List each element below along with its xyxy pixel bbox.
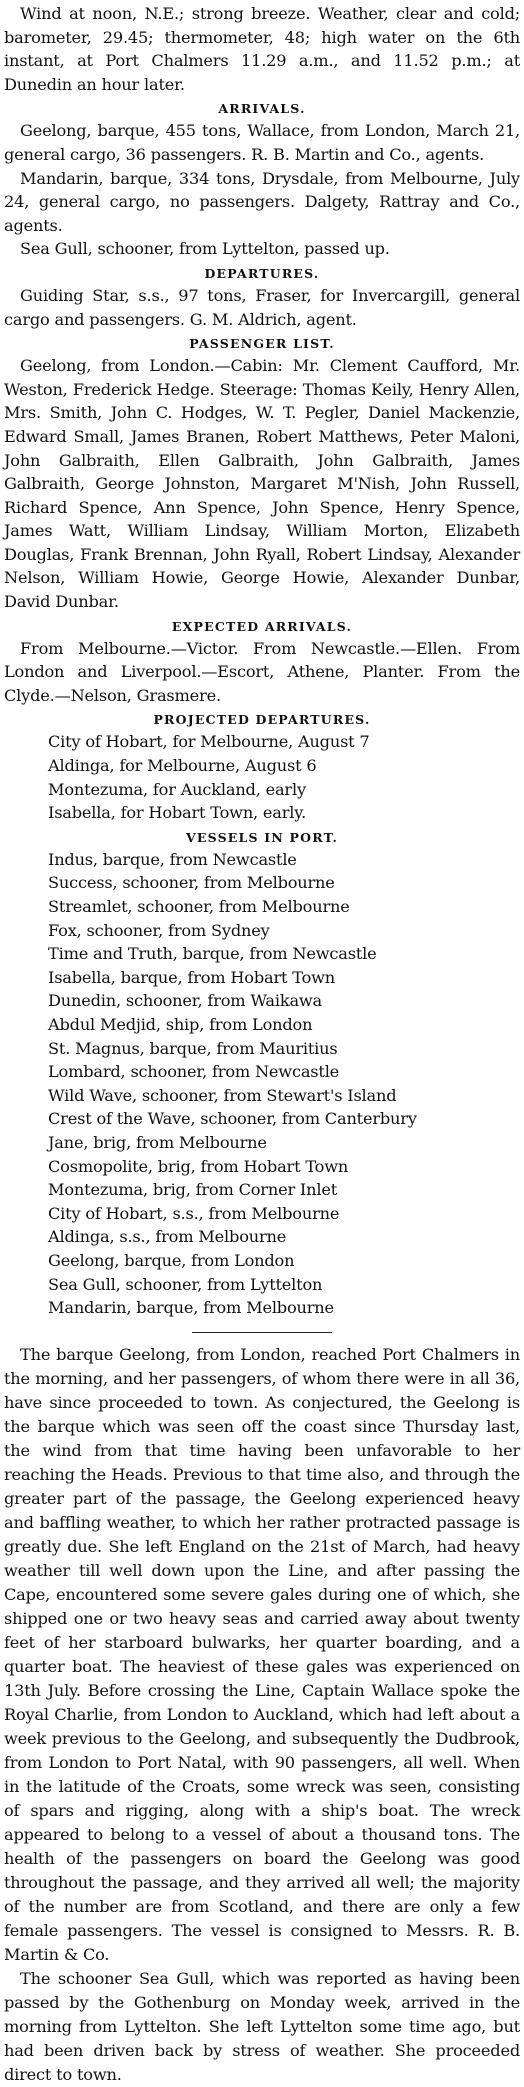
- expected-arrivals-text: From Melbourne.—Victor. From Newcastle.—Ellen. From London and Liverpool.—Escort, Athene, Planter. From the Clyde.—Nelson, Grasmere.: [4, 638, 520, 705]
- arrival-entry: Sea Gull, schooner, from Lyttelton, passed up.: [20, 239, 390, 259]
- list-item: Montezuma, for Auckland, early: [48, 779, 306, 799]
- weather-report: Wind at noon, N.E.; strong breeze. Weather, clear and cold; barometer, 29.45; thermometer, 48; high water on the 6th instant, at Port Chalmers 11.29 a.m., and 11.52 p.m.; at Dunedin an hour later.: [4, 4, 520, 94]
- section-divider: [192, 1332, 332, 1333]
- expected-arrivals-heading: EXPECTED ARRIVALS.: [171, 618, 353, 634]
- passenger-list-text: Geelong, from London.—Cabin: Mr. Clement Caufford, Mr. Weston, Frederick Hedge. Steerage: Thomas Keily, Henry Allen, Mrs. Smith, John C. Hodges, W. T. Pegler, Daniel Mackenzie, Edward Small, James Branen, Robert Matthews, Peter Maloni, John Galbraith, Ellen Galbraith, John Galbraith, James Galbraith, George Johnston, Margaret M'Nish, John Russell, Richard Spence, Ann Spence, John Spence, Henry Spence, James Watt, William Lindsay, William Morton, Elizabeth Douglas, Frank Brennan, John Ryall, Robert Lindsay, Alexander Nelson, William Howie, George Howie, Alexander Dunbar, David Dunbar.: [4, 356, 520, 612]
- list-item: Indus, barque, from Newcastle: [48, 849, 297, 869]
- vessels-in-port-heading: VESSELS IN PORT.: [185, 829, 339, 845]
- arrivals-section: [4, 119, 520, 261]
- list-item: Fox, schooner, from Sydney: [48, 920, 270, 940]
- arrival-entry: Mandarin, barque, 334 tons, Drysdale, from Melbourne, July 24, general cargo, no passengers. Dalgety, Rattray and Co., agents.: [4, 168, 520, 235]
- shipping-column: [4, 2, 520, 2087]
- arrivals-heading: ARRIVALS.: [218, 101, 306, 117]
- list-item: Lombard, schooner, from Newcastle: [48, 1062, 340, 1082]
- list-item: St. Magnus, barque, from Mauritius: [48, 1038, 338, 1058]
- list-item: Crest of the Wave, schooner, from Canterbury: [48, 1109, 417, 1129]
- list-item: City of Hobart, s.s., from Melbourne: [48, 1203, 340, 1223]
- departure-entry: Guiding Star, s.s., 97 tons, Fraser, for Invercargill, general cargo and passengers. G. M. Aldrich, agent.: [4, 285, 520, 329]
- arrival-entry: Geelong, barque, 455 tons, Wallace, from London, March 21, general cargo, 36 passengers. R. B. Martin and Co., agents.: [4, 121, 520, 164]
- list-item: Cosmopolite, brig, from Hobart Town: [48, 1156, 349, 1176]
- list-item: Wild Wave, schooner, from Stewart's Island: [48, 1085, 397, 1105]
- list-item: Aldinga, for Melbourne, August 6: [48, 756, 317, 776]
- list-item: Jane, brig, from Melbourne: [48, 1132, 267, 1152]
- projected-departures-heading: PROJECTED DEPARTURES.: [153, 712, 371, 728]
- article-paragraph: The schooner Sea Gull, which was reported as having been passed by the Gothenburg on Monday week, arrived in the morning from Lyttelton. She left Lyttelton some time ago, but had been driven back by stress of weather. She proceeded direct to town.: [4, 1968, 520, 2084]
- passenger-list-heading: PASSENGER LIST.: [189, 336, 335, 352]
- list-item: Aldinga, s.s., from Melbourne: [48, 1227, 287, 1247]
- article-paragraph: The barque Geelong, from London, reached Port Chalmers in the morning, and her passengers, of whom there were in all 36, have since proceeded to town. As conjectured, the Geelong is the barque which was seen off the coast since Thursday last, the wind from that time having been unfavorable to her reaching the Heads. Previous to that time also, and through the greater part of the passage, the Geelong experienced heavy and baffling weather, to which her rather protracted passage is greatly due. She left England on the 21st of March, had heavy weather till well down upon the Line, and after passing the Cape, encountered some severe gales during one of which, she shipped one or two heavy seas and carried away about twenty feet of her starboard bulwarks, her quarter boarding, and a quarter boat. The heaviest of these gales was experienced on 13th July. Before crossing the Line, Captain Wallace spoke the Royal Charlie, from London to Auckland, which had left about a week previous to the Geelong, and subsequently the Dudbrook, from London to Port Natal, with 90 passengers, all well. When in the latitude of the Croats, some wreck was seen, consisting of spars and rigging, along with a ship's boat. The wreck appeared to belong to a vessel of about a thousand tons. The health of the passengers on board the Geelong was good throughout the passage, and they arrived all well; the majority of the number are from Scotland, and there are only a few female passengers. The vessel is consigned to Messrs. R. B. Martin & Co.: [4, 1344, 520, 1964]
- list-item: Success, schooner, from Melbourne: [48, 873, 335, 893]
- list-item: Geelong, barque, from London: [48, 1250, 295, 1270]
- list-item: Mandarin, barque, from Melbourne: [48, 1298, 334, 1318]
- list-item: Sea Gull, schooner, from Lyttelton: [48, 1274, 323, 1294]
- list-item: Dunedin, schooner, from Waikawa: [48, 991, 323, 1011]
- vessels-in-port-list: [4, 848, 520, 1320]
- list-item: Streamlet, schooner, from Melbourne: [48, 897, 350, 916]
- news-article: [4, 1343, 520, 2087]
- list-item: Time and Truth, barque, from Newcastle: [48, 944, 377, 964]
- list-item: Abdul Medjid, ship, from London: [48, 1014, 313, 1034]
- list-item: Isabella, barque, from Hobart Town: [48, 967, 336, 987]
- list-item: Isabella, for Hobart Town, early.: [48, 803, 307, 823]
- projected-departures-list: [4, 730, 520, 824]
- departures-section: [4, 284, 520, 331]
- list-item: City of Hobart, for Melbourne, August 7: [48, 732, 370, 752]
- list-item: Montezuma, brig, from Corner Inlet: [48, 1180, 338, 1200]
- departures-heading: DEPARTURES.: [204, 265, 320, 281]
